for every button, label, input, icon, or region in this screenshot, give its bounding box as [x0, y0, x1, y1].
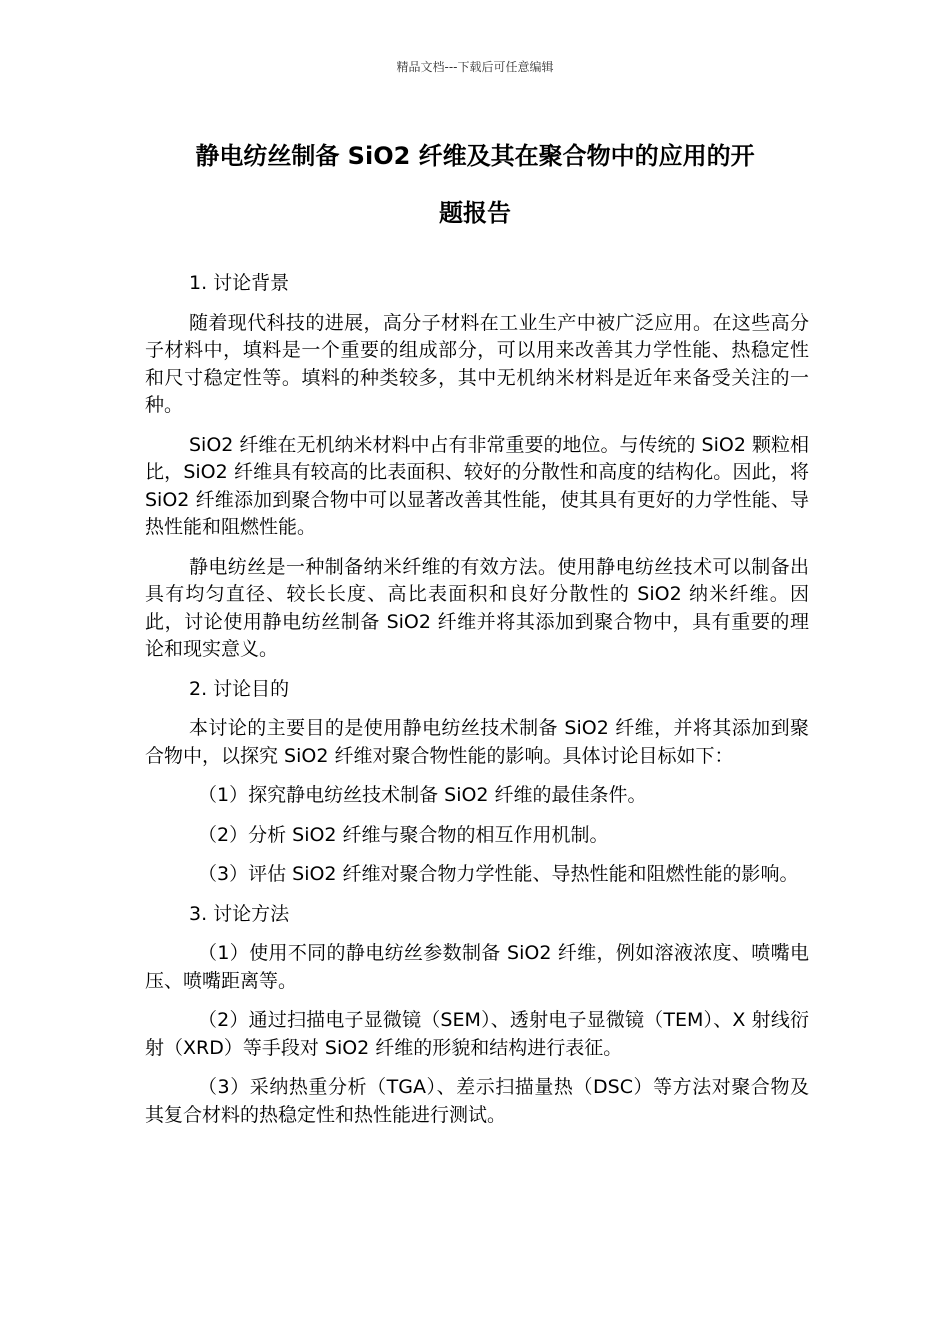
paragraph: 随着现代科技的进展，高分子材料在工业生产中被广泛应用。在这些高分子材料中，填料是一个重要的组成部分，可以用来改善其力学性能、热稳定性和尺寸稳定性等。填料的种类较多，其中无机纳米材料是近年来备受关注的一种。 [145, 311, 809, 416]
list-item: （3）评估 SiO2 纤维对聚合物力学性能、导热性能和阻燃性能的影响。 [198, 863, 799, 885]
paragraph: 静电纺丝是一种制备纳米纤维的有效方法。使用静电纺丝技术可以制备出具有均匀直径、较长长度、高比表面积和良好分散性的 SiO2 纳米纤维。因此，讨论使用静电纺丝制备 SiO2 纤维并将其添加到聚合物中，具有重要的理论和现实意义。 [145, 555, 809, 660]
paragraph: 本讨论的主要目的是使用静电纺丝技术制备 SiO2 纤维，并将其添加到聚合物中，以探究 SiO2 纤维对聚合物性能的影响。具体讨论目标如下： [145, 717, 809, 767]
document-title-line-2: 题报告 [439, 199, 511, 227]
document-title [145, 128, 805, 242]
list-item: （2）通过扫描电子显微镜（SEM）、透射电子显微镜（TEM）、X 射线衍射（XRD）等手段对 SiO2 纤维的形貌和结构进行表征。 [145, 1009, 809, 1059]
list-item: （1）使用不同的静电纺丝参数制备 SiO2 纤维，例如溶液浓度、喷嘴电压、喷嘴距离等。 [145, 942, 809, 992]
list-item: （1）探究静电纺丝技术制备 SiO2 纤维的最佳条件。 [198, 784, 647, 806]
section-heading-background: 1. 讨论背景 [189, 272, 290, 294]
section-heading-purpose: 2. 讨论目的 [189, 677, 290, 700]
page-header-watermark: 精品文档---下载后可任意编辑 [396, 60, 554, 74]
section-heading-methods: 3. 讨论方法 [189, 902, 290, 925]
document-title-line-1: 静电纺丝制备 SiO2 纤维及其在聚合物中的应用的开 [195, 142, 755, 170]
list-item: （3）采纳热重分析（TGA）、差示扫描量热（DSC）等方法对聚合物及其复合材料的热稳定性和热性能进行测试。 [145, 1076, 809, 1126]
paragraph: SiO2 纤维在无机纳米材料中占有非常重要的地位。与传统的 SiO2 颗粒相比，SiO2 纤维具有较高的比表面积、较好的分散性和高度的结构化。因此，将 SiO2 纤维添加到聚合物中可以显著改善其性能，使其具有更好的力学性能、导热性能和阻燃性能。 [145, 433, 809, 538]
list-item: （2）分析 SiO2 纤维与聚合物的相互作用机制。 [198, 823, 609, 846]
document-body [145, 270, 809, 1141]
